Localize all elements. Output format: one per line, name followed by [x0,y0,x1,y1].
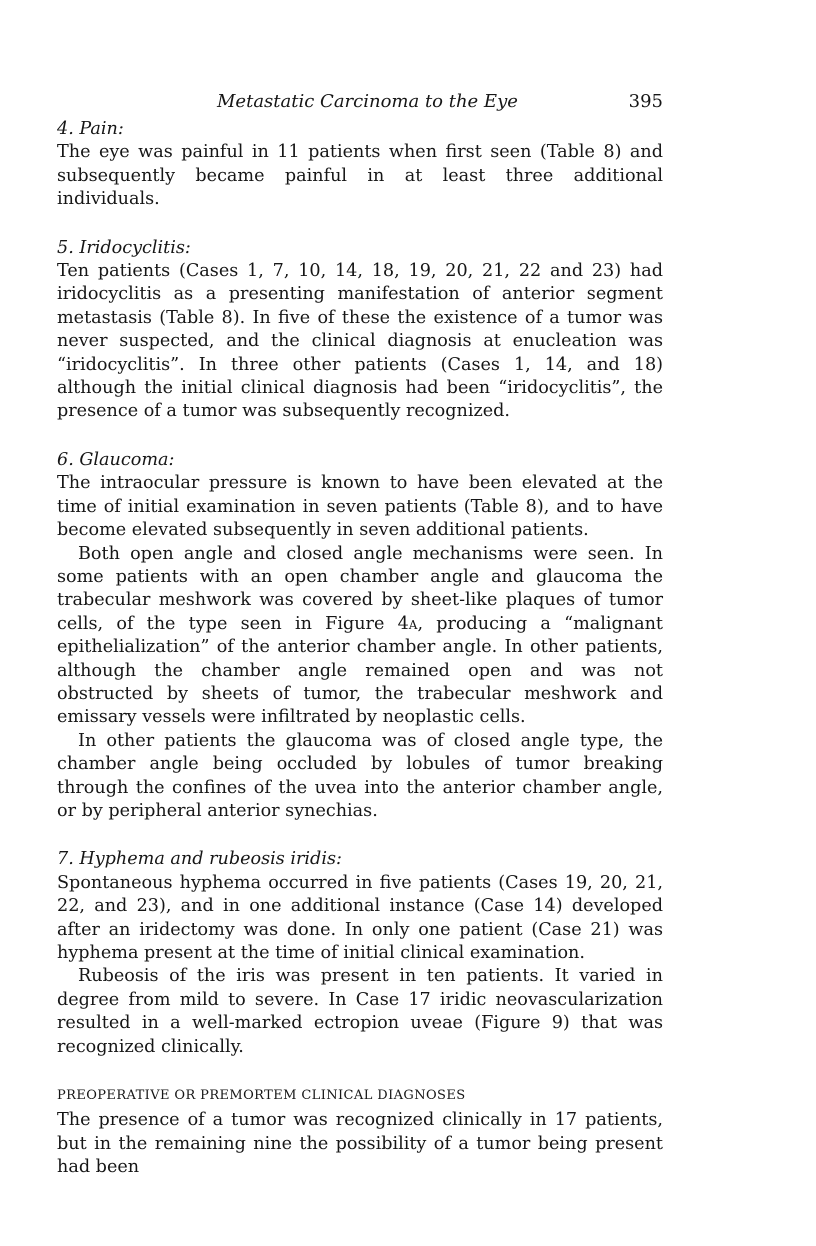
paragraph: In other patients the glaucoma was of closed angle type, the chamber angle being occluded by lobules of tumor breaking through the confines of the uvea into the anterior chamber angle, or by peripheral anterior synechias. [57,730,663,821]
paragraph: Spontaneous hyphema occurred in five patients (Cases 19, 20, 21, 22, and 23), and in one additional instance (Case 14) developed after an iridectomy was done. In only one patient (Case 21) was hyphema present at the time of initial clinical examination. [57,872,663,963]
paragraph: Rubeosis of the iris was present in ten patients. It varied in degree from mild to severe. In Case 17 iridic neovascularization resulted in a well-marked ectropion uveae (Figure 9) that was recognized clinically. [57,966,663,1057]
running-head-title: Metastatic Carcinoma to the Eye [217,91,518,112]
section-pain [57,118,663,212]
page-number: 395 [628,91,663,112]
section-heading: PREOPERATIVE OR PREMORTEM CLINICAL DIAGNOSES [57,1088,466,1104]
section-glaucoma [57,449,663,824]
section-heading: 5. Iridocyclitis: [57,237,191,258]
section-iridocyclitis [57,237,663,424]
page [57,88,663,1180]
paragraph: Ten patients (Cases 1, 7, 10, 14, 18, 19, 20, 21, 22 and 23) had iridocyclitis as a presenting manifestation of anterior segment metastasis (Table 8). In five of these the existence of a tumor was never suspected, and the clinical diagnosis at enucleation was “iridocyclitis”. In three other patients (Cases 1, 14, and 18) although the initial clinical diagnosis had been “iridocyclitis”, the presence of a tumor was subsequently recognized. [57,261,663,422]
section-heading: 6. Glaucoma: [57,449,175,470]
paragraph: The eye was painful in 11 patients when first seen (Table 8) and subsequently became painful in at least three additional individuals. [57,142,663,210]
section-heading: 7. Hyphema and rubeosis iridis: [57,849,342,870]
section-preoperative [57,1084,663,1180]
paragraph: The presence of a tumor was recognized clinically in 17 patients, but in the remaining nine the possibility of a tumor being present had been [57,1110,663,1178]
section-heading: 4. Pain: [57,119,124,139]
paragraph-text: , producing a “malignant epithelialization” of the anterior chamber angle. In other patients, although the chamber angle remained open and was not obstructed by sheets of tumor, the trabecular meshwork and emissary vessels were infiltrated by neoplastic cells. [57,613,663,728]
section-hyphema [57,848,663,1059]
figure-suffix: a [408,613,418,634]
paragraph [57,543,663,730]
paragraph: The intraocular pressure is known to have been elevated at the time of initial examination in seven patients (Table 8), and to have become elevated subsequently in seven additional patients. [57,473,663,541]
running-head [57,88,663,118]
paragraph-text: Both open angle and closed angle mechanisms were seen. In some patients with an open chamber angle and glaucoma the trabecular meshwork was covered by sheet-like plaques of tumor cells, of the type seen in Figure 4 [57,543,663,634]
